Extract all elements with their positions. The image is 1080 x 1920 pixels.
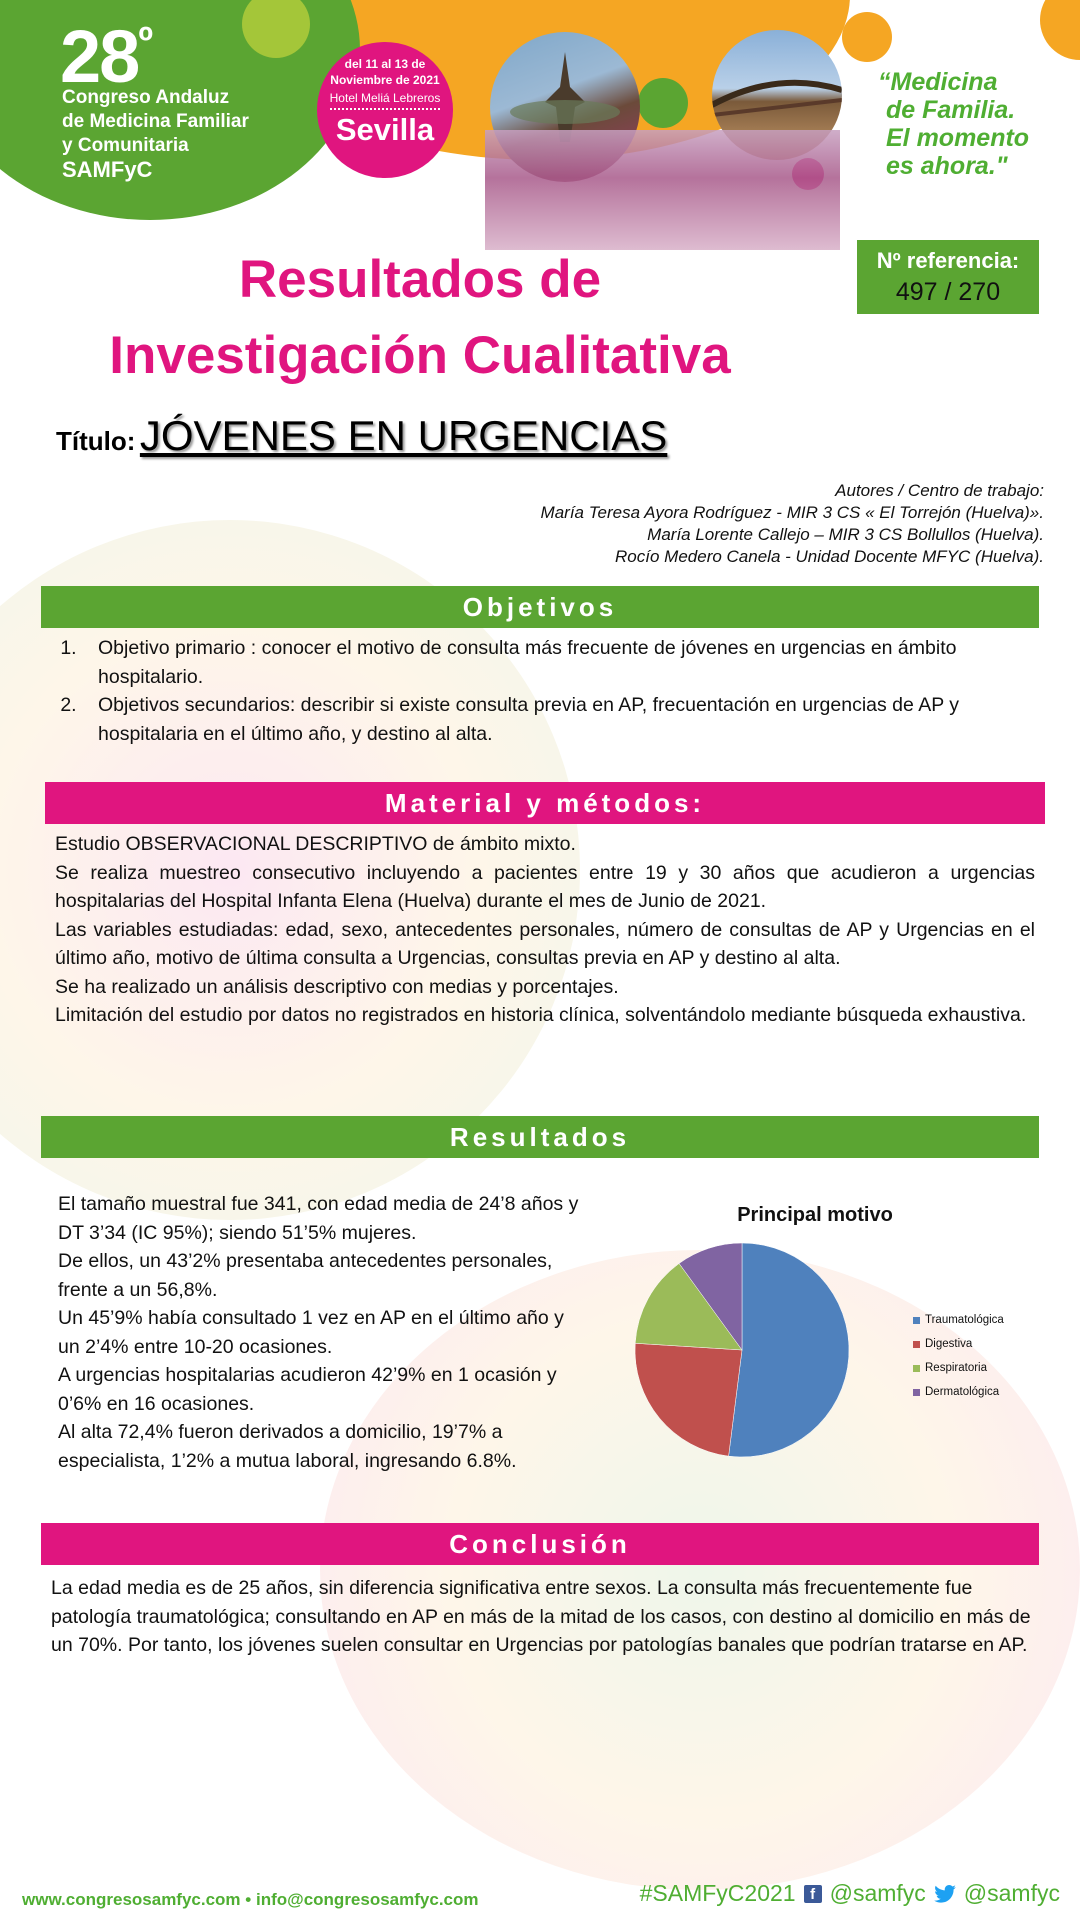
legend-swatch — [913, 1365, 920, 1372]
result-paragraph: Un 45’9% había consultado 1 vez en AP en el último año y un 2’4% entre 10-20 ocasiones. — [58, 1307, 564, 1358]
study-title-label: Título: — [56, 426, 136, 456]
legend-label: Dermatológica — [925, 1386, 1000, 1398]
material-paragraph: Se realiza muestreo consecutivo incluyendo a pacientes entre 19 y 30 años que acudieron a urgencias hospitalarias del Hospital Infanta Elena (Huelva) durante el mes de Junio de 2021. — [55, 861, 1035, 912]
congress-name-line: SAMFyC — [62, 157, 153, 182]
study-title — [56, 412, 667, 460]
city-text: Sevilla — [335, 112, 435, 147]
separator: • — [245, 1890, 252, 1909]
material-text — [55, 830, 1035, 1030]
material-paragraph: Las variables estudiadas: edad, sexo, antecedentes personales, número de consultas de AP y Urgencias en el último año, motivo de última consulta a Urgencias, consultas previa en AP y destino al alta. — [55, 918, 1035, 969]
resultados-text — [58, 1190, 588, 1475]
material-heading: Material y métodos: — [45, 782, 1045, 824]
authors-heading: Autores / Centro de trabajo: — [835, 481, 1044, 500]
legend-swatch — [913, 1341, 920, 1348]
resultados-heading: Resultados — [41, 1116, 1039, 1158]
legend-label: Respiratoria — [925, 1362, 987, 1374]
poster-title: Investigación Cualitativa — [109, 326, 731, 385]
congress-number: $28^º$ — [60, 15, 151, 98]
congress-header — [0, 0, 1080, 250]
congress-name-line: y Comunitaria — [62, 135, 189, 156]
dates-line: del 11 al 13 de Noviembre de 2021 — [330, 57, 440, 87]
date-venue-badge — [317, 42, 453, 178]
legend-label: Digestiva — [925, 1338, 973, 1350]
legend-item — [913, 1356, 1004, 1380]
hashtag: #SAMFyC2021 — [639, 1880, 796, 1906]
legend-label: Traumatológica — [925, 1314, 1004, 1326]
chart-title: Principal motivo — [737, 1204, 893, 1226]
pie-slice-traumatológica — [729, 1243, 849, 1457]
congress-name-line: Congreso Andaluz — [62, 87, 230, 108]
reference-box — [857, 240, 1039, 314]
result-paragraph: Al alta 72,4% fueron derivados a domicilio, 19’7% a especialista, 1’2% a mutua laboral, ingresando 6.8%. — [58, 1421, 517, 1472]
author-line: María Teresa Ayora Rodríguez - MIR 3 CS « El Torrejón (Huelva)». — [540, 503, 1044, 522]
material-paragraph: Estudio OBSERVACIONAL DESCRIPTIVO de ámbito mixto. — [55, 833, 576, 855]
twitter-handle[interactable]: @samfyc — [963, 1880, 1060, 1906]
legend-swatch — [913, 1317, 920, 1324]
result-paragraph: A urgencias hospitalarias acudieron 42’9% en 1 ocasión y 0’6% en 16 ocasiones. — [58, 1364, 557, 1415]
congress-name-line: de Medicina Familiar — [62, 111, 249, 132]
email-link[interactable]: info@congresosamfyc.com — [255, 1890, 479, 1909]
footer-contact — [22, 1890, 479, 1910]
reference-value: 497 / 270 — [895, 278, 1001, 306]
legend-swatch — [913, 1389, 920, 1396]
venue-text: Hotel Meliá Lebreros — [330, 91, 441, 110]
author-line: Rocío Medero Canela - Unidad Docente MFYC (Huelva). — [615, 547, 1044, 566]
facebook-handle[interactable]: @samfyc — [829, 1880, 926, 1906]
pie-svg — [627, 1240, 867, 1480]
conclusion-text: La edad media es de 25 años, sin diferencia significativa entre sexos. La consulta más frecuentemente fue patología traumatológica; consultando en AP en más de la mitad de los casos, con destino al domicilio en más de un 70%. Por tanto, los jóvenes suelen consultar en Urgencias por patologías banales que podrían tratarse en AP. — [51, 1577, 1031, 1656]
legend-item — [913, 1332, 1004, 1356]
chart-legend — [913, 1308, 1004, 1404]
objetivos-list — [40, 634, 1030, 748]
conclusion-heading: Conclusión — [41, 1523, 1039, 1565]
objective-item: 2. Objetivos secundarios: describir si existe consulta previa en AP, frecuentación en urgencias de AP y hospitalaria en el último año, y destino al alta. — [82, 691, 1030, 748]
pie-slice-digestiva — [635, 1343, 742, 1456]
green-dot — [638, 78, 688, 128]
legend-item — [913, 1308, 1004, 1332]
author-line: María Lorente Callejo – MIR 3 CS Bollullos (Huelva). — [647, 525, 1044, 544]
legend-item — [913, 1380, 1004, 1404]
pie-chart — [615, 1190, 1035, 1480]
reference-label: Nº referencia: — [876, 248, 1020, 273]
orange-dot — [842, 12, 892, 62]
facebook-icon[interactable]: f — [804, 1885, 822, 1903]
cityscape-photo — [485, 130, 840, 250]
material-paragraph: Se ha realizado un análisis descriptivo con medias y porcentajes. — [55, 975, 619, 998]
slogan: “Medicina de Familia. El momento es ahora." — [878, 68, 1030, 180]
authors-block — [344, 480, 1044, 568]
website-link[interactable]: www.congresosamfyc.com — [22, 1890, 241, 1909]
study-title-value: JÓVENES EN URGENCIAS — [139, 412, 668, 459]
result-paragraph: El tamaño muestral fue 341, con edad media de 24’8 años y DT 3’34 (IC 95%); siendo 51’5% mujeres. — [58, 1193, 579, 1244]
footer-social — [640, 1880, 1060, 1907]
yellow-dot — [1040, 0, 1080, 60]
result-paragraph: De ellos, un 43’2% presentaba antecedentes personales, frente a un 56,8%. — [58, 1250, 553, 1301]
twitter-icon[interactable] — [934, 1885, 956, 1903]
objetivos-heading: Objetivos — [41, 586, 1039, 628]
poster-title: Resultados de — [238, 250, 602, 309]
objective-item: 1. Objetivo primario : conocer el motivo de consulta más frecuente de jóvenes en urgencias en ámbito hospitalario. — [82, 634, 1030, 691]
material-paragraph: Limitación del estudio por datos no registrados en historia clínica, solventándolo mediante búsqueda exhaustiva. — [55, 1004, 1027, 1026]
